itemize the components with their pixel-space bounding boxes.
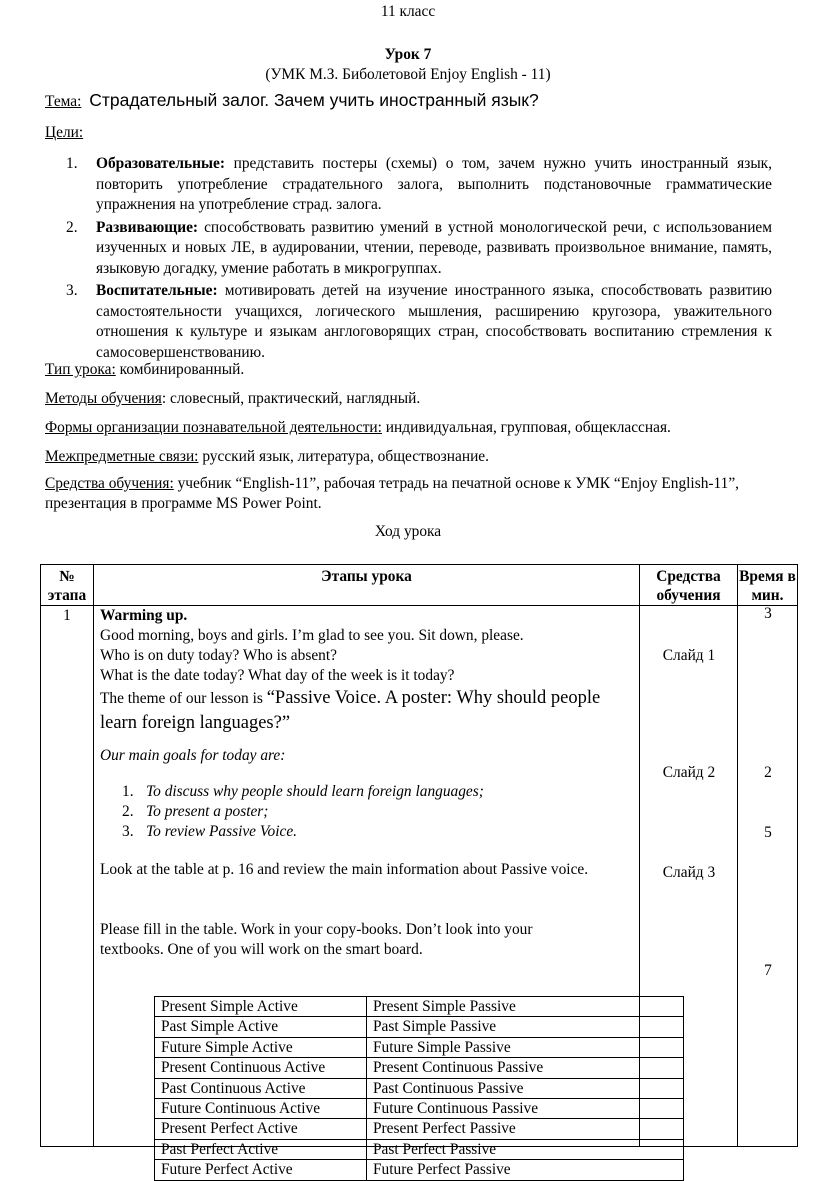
- goal-label: Развивающие:: [96, 218, 199, 236]
- lesson-table-header: [41, 565, 798, 606]
- goal-item: [66, 154, 772, 216]
- teaching-means-label: Средства обучения:: [45, 475, 174, 492]
- goals-label: Цели:: [45, 124, 84, 141]
- topic-label: Тема:: [45, 93, 82, 110]
- main-goal-item: [122, 822, 484, 842]
- passive-tense-cell: Past Simple Passive: [367, 1017, 684, 1037]
- active-tense-cell: Future Simple Active: [155, 1037, 367, 1057]
- tense-row: [155, 1139, 684, 1159]
- main-goal-item: [122, 802, 484, 822]
- goal-text: [96, 218, 772, 280]
- tense-row: [155, 1078, 684, 1098]
- time-value: 5: [764, 824, 772, 841]
- slide-label: Слайд 3: [662, 864, 716, 881]
- goal-body: мотивировать детей на изучение иностранного языка, способствовать развитию самостоятельности учащихся, логического мышления, расширению кругозора, уважительного отношения к культуре и языкам англоговорящих стран, способствовать воспитанию стремления к самосовершенствованию.: [96, 282, 772, 361]
- col-means: Средства обучения: [640, 565, 738, 606]
- active-tense-cell: Future Perfect Active: [155, 1160, 367, 1180]
- topic-text: Страдательный залог. Зачем учить иностранный язык?: [89, 90, 539, 110]
- main-goal-text: To present a poster;: [146, 803, 269, 820]
- means-cell: [640, 606, 738, 1147]
- active-tense-cell: Present Simple Active: [155, 997, 367, 1017]
- theme-intro: The theme of our lesson is: [100, 690, 267, 707]
- lesson-type-label: Тип урока:: [45, 361, 116, 378]
- passive-tense-cell: Present Perfect Passive: [367, 1119, 684, 1139]
- goals-intro: Our main goals for today are:: [100, 747, 286, 764]
- col-stage-number: № этапа: [41, 565, 94, 606]
- active-tense-cell: Past Continuous Active: [155, 1078, 367, 1098]
- goal-label: Образовательные:: [96, 155, 225, 172]
- passive-tense-cell: Future Perfect Passive: [367, 1160, 684, 1180]
- goal-text: [96, 281, 772, 363]
- course-title: Ход урока: [374, 523, 442, 540]
- time-cell: [738, 606, 798, 1147]
- teaching-methods: [45, 389, 775, 409]
- teaching-means: [45, 474, 775, 514]
- organization-forms-label: Формы организации познавательной деятельности:: [45, 419, 382, 436]
- tense-row: [155, 1099, 684, 1119]
- passive-tense-cell: Future Simple Passive: [367, 1037, 684, 1057]
- time-value: 7: [764, 962, 772, 979]
- goal-number: 1.: [66, 155, 78, 172]
- goal-label: Воспитательные:: [96, 282, 218, 299]
- warming-up-heading: Warming up.: [100, 607, 188, 624]
- tense-row: [155, 1160, 684, 1180]
- main-goals-list: [122, 782, 484, 842]
- lesson-theme: [100, 686, 620, 736]
- main-goal-text: To discuss why people should learn foreign languages;: [146, 783, 484, 800]
- goal-text: [96, 154, 772, 216]
- active-tense-cell: Present Perfect Active: [155, 1119, 367, 1139]
- interdisciplinary-links-value: русский язык, литература, обществознание.: [198, 448, 489, 465]
- teaching-means-value: учебник “English-11”, рабочая тетрадь на печатной основе к УМК “Enjoy English-11”, презентация в программе MS Power Point.: [45, 475, 740, 512]
- goals-list: [66, 154, 772, 365]
- date-line: What is the date today? What day of the week is it today?: [100, 667, 455, 684]
- passive-tense-cell: Past Perfect Passive: [367, 1139, 684, 1159]
- lesson-type: [45, 360, 775, 380]
- main-goal-number: 3.: [122, 823, 134, 840]
- grade-label: 11 класс: [380, 3, 436, 20]
- fill-table-text: Please fill in the table. Work in your copy-books. Don’t look into your textbooks. One of you will work on the smart board.: [100, 921, 533, 958]
- teaching-methods-value: : словесный, практический, наглядный.: [161, 390, 421, 407]
- tense-row: [155, 1037, 684, 1057]
- tense-row: [155, 997, 684, 1017]
- lesson-type-value: комбинированный.: [115, 361, 245, 378]
- passive-tense-cell: Present Simple Passive: [367, 997, 684, 1017]
- active-tense-cell: Present Continuous Active: [155, 1058, 367, 1078]
- main-goal-item: [122, 782, 484, 802]
- topic-line: [45, 90, 539, 112]
- look-at-table-text: Look at the table at p. 16 and review the main information about Passive voice.: [100, 861, 589, 878]
- lesson-number: Урок 7: [384, 46, 432, 63]
- slide-label: Слайд 1: [662, 647, 716, 664]
- main-goal-text: To review Passive Voice.: [146, 823, 298, 840]
- greeting-line: Good morning, boys and girls. I’m glad to see you. Sit down, please.: [100, 627, 524, 644]
- goal-number: 2.: [66, 218, 78, 236]
- teaching-methods-label: Методы обучения: [45, 390, 162, 407]
- organization-forms: [45, 418, 775, 438]
- goal-body: способствовать развитию умений в устной монологической речи, с использованием изученных и новых ЛЕ, в аудировании, чтении, переводе, развивать произвольное внимание, память, языковую догадку, умение работать в микрогруппах.: [96, 218, 772, 277]
- time-value: 3: [764, 605, 772, 622]
- time-value: 2: [764, 764, 772, 781]
- umk-subtitle: (УМК М.З. Биболетовой Enjoy English - 11): [265, 66, 551, 83]
- organization-forms-value: индивидуальная, групповая, общеклассная.: [381, 419, 671, 436]
- lesson-table: [40, 564, 798, 1179]
- active-tense-cell: Past Perfect Active: [155, 1139, 367, 1159]
- col-time: Время в мин.: [738, 565, 798, 606]
- tense-row: [155, 1119, 684, 1139]
- stage-number: 1: [63, 607, 71, 624]
- goal-body: представить постеры (схемы) о том, зачем нужно учить иностранный язык, повторить употребление страдательного залога, выполнить подстановочные грамматические упражнения на употребление страд. залога.: [96, 155, 772, 213]
- tense-row: [155, 1017, 684, 1037]
- duty-line: Who is on duty today? Who is absent?: [100, 647, 337, 664]
- theme-text: “Passive Voice. A poster: Why should people learn foreign languages?”: [100, 688, 601, 733]
- stage-number-cell: [41, 606, 94, 1147]
- slide-label: Слайд 2: [662, 764, 716, 781]
- main-goal-number: 2.: [122, 803, 134, 820]
- table-row: [41, 606, 798, 1147]
- main-goal-number: 1.: [122, 783, 134, 800]
- interdisciplinary-links: [45, 447, 775, 467]
- passive-tense-cell: Present Continuous Passive: [367, 1058, 684, 1078]
- interdisciplinary-links-label: Межпредметные связи:: [45, 448, 199, 465]
- active-tense-cell: Future Continuous Active: [155, 1099, 367, 1119]
- passive-tense-cell: Future Continuous Passive: [367, 1099, 684, 1119]
- tenses-table: [154, 996, 684, 1181]
- active-tense-cell: Past Simple Active: [155, 1017, 367, 1037]
- passive-tense-cell: Past Continuous Passive: [367, 1078, 684, 1098]
- col-stages: Этапы урока: [94, 565, 640, 606]
- goal-number: 3.: [66, 282, 78, 299]
- goal-item: [66, 281, 772, 363]
- stage-content-cell: [94, 606, 640, 1179]
- goal-item: [66, 218, 772, 280]
- tense-row: [155, 1058, 684, 1078]
